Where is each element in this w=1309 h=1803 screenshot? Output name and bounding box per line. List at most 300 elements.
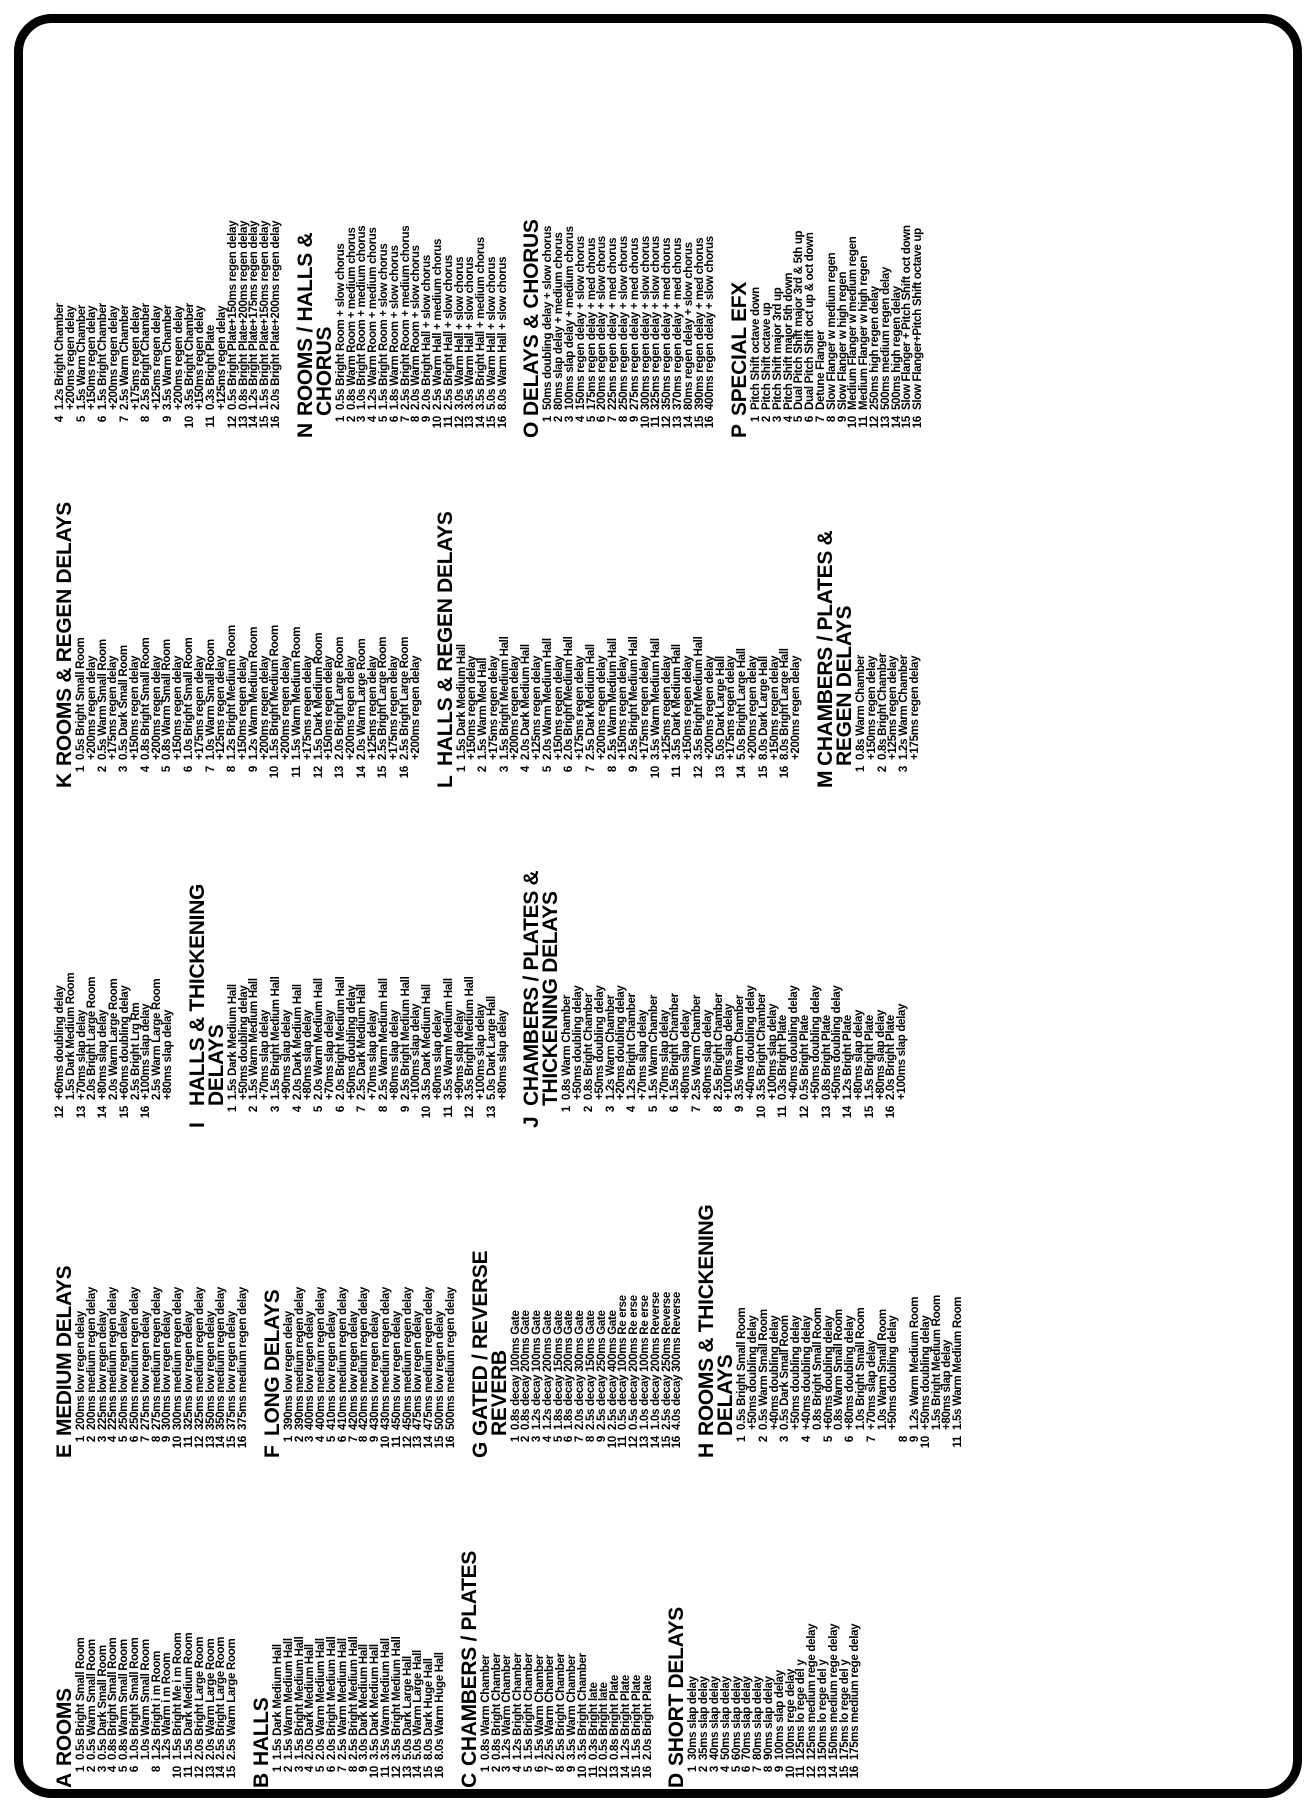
preset-name: 1.5s Dark Medium Hall [455,644,468,760]
preset-name: 0.5s Bright late [598,1682,611,1760]
preset-number: 4 [626,1106,639,1113]
preset-number: 7 [752,1766,765,1773]
preset-number: 11 [952,1436,965,1448]
preset-number: 15 [433,1436,446,1449]
preset-name: +70ms slap delay [75,1009,88,1100]
preset-column [55,1498,875,1788]
preset-name: +125ms regen delay [366,655,379,760]
preset-row [829,1498,840,1788]
preset-row [813,1168,824,1458]
preset-name: 1.5s Bright Me i m Room [172,1632,185,1760]
preset-number: 5 [552,1436,565,1443]
preset-name: 0.8s Warm Chamber [855,654,867,760]
preset-name: 1.0s Warm Small Room [876,1309,889,1430]
preset-number: 2 [490,1766,503,1773]
preset-number: 1 [75,1766,87,1773]
preset-name: +70ms slap delay [367,1009,380,1100]
preset-number: 9 [595,1436,608,1443]
preset-name: 0.5s decay 100ms Re erse [617,1295,630,1430]
preset-name: +150ms regen delay [236,655,249,760]
preset-number: 3 [501,1766,514,1773]
preset-name: +80ms slap delay [680,1009,693,1100]
preset-row [228,838,239,1128]
preset-number: 2 [520,1436,533,1443]
preset-number: 13 [879,416,892,429]
preset-number: 4 [54,416,66,423]
preset-number [660,1100,671,1128]
preset-name: 1.5s Dark Medium Room [182,1632,195,1760]
preset-name: 2.0s Warm Large Room [204,1638,217,1760]
preset-number: 11 [182,1436,195,1448]
preset-row [435,1498,446,1788]
preset-number: 12 [806,1766,819,1779]
preset-number: 3 [498,766,511,773]
bank-section [522,838,908,1128]
preset-name: 400ms low regen delay [304,1311,317,1430]
preset-number: 2 [698,1766,711,1773]
preset-name: 60ms slap delay [730,1676,743,1760]
preset-number: 16 [912,416,925,429]
preset-name: 2.5s Warm Chamber [691,994,704,1100]
preset-name: 0.5s Bright Plate+150ms regen delay [226,220,239,410]
preset-name: +90ms slap delay [453,1009,466,1100]
preset-number: 15 [118,1106,131,1119]
preset-name: 4.0s decay 300ms Reverse [671,1292,684,1430]
preset-name: 375ms low regen delay [226,1311,239,1430]
preset-name: +80ms slap delay [97,1009,110,1100]
preset-number: 4 [574,416,587,423]
preset-number [791,1430,802,1458]
bank-title: ROOMS [53,1688,76,1766]
preset-name: +40ms doubling delay [768,1315,781,1430]
preset-number: 3 [564,416,577,423]
preset-number [411,760,422,788]
preset-name: 3.0s Dark Medium Hall [358,1644,371,1760]
preset-number: 3 [96,1766,109,1773]
preset-name: +150ms regen delay [172,655,185,760]
preset-number: 5 [822,1436,835,1443]
preset-name: 500ms high regen delay [890,286,903,410]
preset-row [227,1498,238,1788]
preset-row [498,838,509,1128]
preset-name: 1.5s Bright Medium Hall [269,976,282,1100]
preset-row [672,1168,683,1458]
preset-row [811,838,822,1128]
preset-number: 7 [347,1436,360,1443]
preset-number: 10 [755,1106,768,1119]
preset-number: 5 [730,1766,743,1773]
preset-number: 10 [639,416,652,429]
preset-number: 10 [576,1766,589,1779]
preset-number: 4 [304,1766,317,1773]
preset-name: +20ms doubling delay [615,985,628,1100]
preset-row [643,1498,654,1788]
bank-section [433,498,803,788]
preset-row [390,148,401,438]
preset-name: 325ms regen delay + slow chorus [650,236,663,410]
preset-number: 3 [356,416,369,423]
preset-number: 11 [671,766,684,778]
preset-name: 100ms rege delay [784,1668,797,1760]
bank-section [260,1168,457,1458]
preset-number: 6 [325,1766,338,1773]
preset-row [163,838,174,1128]
preset-number: 7 [356,1106,369,1113]
preset-number: 6 [741,1766,754,1773]
preset-name: 2.5s Bright Chamber [712,993,725,1100]
preset-name: 2.5s Dark Medium Hall [585,644,598,760]
preset-name: 3.5s Warm Chamber [566,1654,579,1760]
preset-name: +175ms regen delay [193,655,206,760]
preset-number: 10 [606,1436,619,1449]
preset-name: Detune Flanger [815,330,828,410]
preset-name: +80ms slap delay [161,1009,174,1100]
preset-name: 0.5s Bright Small Room [75,1637,87,1760]
preset-name: +200ms regen delay [509,655,522,760]
preset-name: 0.8s Bright Small Room [139,637,152,760]
preset-name: +100ms slap delay [140,1003,153,1100]
preset-name: 90ms slap delay [763,1676,776,1760]
preset-number: 5 [118,1436,131,1443]
preset-name: 3.5s Warm Medium Hall [442,978,455,1100]
bank-heading [260,1168,284,1458]
preset-number: 11 [182,1766,195,1778]
preset-row [921,1168,932,1458]
preset-number: 1 [736,1436,749,1443]
preset-number: 11 [205,416,218,428]
preset-name: 2.0s Dark Medium Hall [520,644,533,760]
bank-letter: E [53,1444,76,1458]
preset-name: 2.5s Bright Large Room [398,636,411,760]
preset-number: 1 [75,766,87,773]
preset-number: 10 [172,1436,185,1449]
preset-number: 12 [453,416,466,429]
preset-number: 13 [672,416,685,429]
preset-name: 0.8s Warm Chamber [561,994,574,1100]
preset-name: 3.5s Bright Chamber [183,303,196,410]
preset-name: +80ms slap delay [496,1009,509,1100]
preset-number [347,1100,358,1128]
preset-number: 4 [107,1766,120,1773]
preset-name: 1.5s Bright Plate [630,1674,643,1760]
preset-number: 6 [563,1436,576,1443]
preset-name: 1.2s Bright Chamber [626,993,639,1100]
preset-row [303,498,314,788]
preset-number: 10 [919,1436,932,1449]
preset-number [638,1100,649,1128]
preset-name: +175ms regen delay [908,655,921,760]
preset-name: 2.5s Bright Medium Hall [628,636,641,760]
preset-number: 12 [226,416,239,429]
bank-section [816,498,921,788]
preset-name: 3.5s Warm Medium Hall [649,638,662,760]
preset-name: 2.0s Dark Medium Hall [304,1644,317,1760]
preset-number: 5 [541,766,554,773]
preset-name: 225ms medium regen delay [107,1286,120,1430]
preset-number [813,1430,824,1458]
preset-name: 1.0s decay 100ms Re erse [639,1295,652,1430]
preset-name: 1.5s Warm Chamber [533,1654,546,1760]
preset-row [87,1498,98,1788]
preset-name: 1.2s Bright Chamber [54,303,66,410]
preset-row [827,148,838,438]
bank-letter: L [433,775,457,788]
preset-name: 300ms regen delay + slow chorus [639,236,652,410]
preset-name: +100ms slap delay [475,1003,488,1100]
preset-number: 5 [313,1106,326,1113]
preset-name: +50ms doubling delay [747,1315,760,1430]
preset-number: 14 [355,766,368,779]
preset-name: 1.2s decay 100ms Gate [531,1310,544,1430]
preset-name: 1.5s Warm Medium Hall [282,1638,295,1760]
preset-number: 1 [271,1766,284,1773]
preset-name: 1.0s Bright Small Room [855,1307,868,1430]
preset-number: 8 [618,416,631,423]
preset-number [239,1100,250,1128]
preset-name: 175ms lo rege del y [838,1659,851,1760]
bank-letter: I [185,1122,209,1128]
preset-name: 430ms low regen delay [369,1311,382,1430]
preset-name: 80ms slap delay [752,1676,765,1760]
preset-name: +125ms regen delay [531,655,544,760]
preset-number: 13 [609,1766,622,1779]
preset-number [131,410,142,438]
preset-row [66,838,77,1128]
preset-number [595,1100,606,1128]
preset-name: 5.0s Warm Hall + slow chorus [485,256,498,410]
preset-number: 12 [628,1436,641,1449]
preset-number: 6 [97,416,110,423]
preset-name: 2.0s Bright Large Room [193,1636,206,1760]
preset-number: 3 [304,1436,317,1443]
preset-name: 2.5s Warm Medium Hall [336,1638,349,1760]
preset-name: 2.5s Bright Hall + slow chorus [442,255,455,410]
bank-letter: B [249,1773,273,1788]
preset-number: 10 [847,416,860,429]
bank-title: HALLS & THICKENING DELAYS [185,883,228,1106]
preset-number: 6 [128,1766,141,1773]
preset-name: 500ms low regen delay [433,1311,446,1430]
preset-name: +125ms regen delay [215,655,228,760]
preset-number: 8 [825,416,838,423]
preset-number [152,1100,163,1128]
preset-row [897,838,908,1128]
preset-name: 475ms medium regen delay [423,1286,436,1430]
preset-name: +125ms regen delay [887,655,900,760]
preset-number [87,410,98,438]
preset-name: 1.8s decay 200ms Gate [563,1310,576,1430]
preset-name: 1.5s Bright Medium Hall [498,636,511,760]
preset-name: 8.0s Warm Huge Hall [433,1652,446,1760]
preset-number: 8 [150,1766,163,1773]
preset-number: 14 [736,766,749,779]
preset-name: +100ms slap delay [896,1003,909,1100]
preset-name: 1.5s Bright Room + slow chorus [377,243,390,410]
preset-name: +200ms regen delay [85,655,98,760]
preset-name: +80ms slap delay [853,1009,865,1100]
preset-name: +150ms regen delay [466,655,479,760]
preset-name: +200ms regen delay [280,655,293,760]
preset-number: 2 [85,1436,98,1443]
preset-number [173,760,184,788]
bank-title: LONG DELAYS [260,1289,284,1436]
bank-title: CHAMBERS / PLATES & THICKENING DELAYS [520,870,563,1106]
preset-column [55,1168,978,1458]
bank-heading [185,838,228,1128]
preset-name: 0.8s Bright Plate [820,1014,833,1100]
preset-number: 5 [75,416,88,423]
preset-number: 2 [345,416,358,423]
preset-name: +70ms slap delay [658,1009,671,1100]
preset-name: 1.5s Warm Med Hall [477,657,490,760]
preset-number: 12 [661,416,674,429]
preset-number: 7 [118,416,131,423]
preset-name: 2.5s decay 150ms Gate [585,1310,598,1430]
preset-name: +70ms slap delay [637,1009,650,1100]
preset-name: 410ms medium regen delay [336,1286,349,1430]
bank-letter: P [728,424,752,438]
preset-name: +150ms regen delay [323,655,336,760]
bank-section [55,1498,238,1788]
bank-title: CHAMBERS / PLATES [457,1550,481,1766]
bank-letter: K [53,773,76,788]
preset-row [174,148,185,438]
preset-number: 12 [390,1766,403,1779]
preset-name: +50ms doubling delay [345,985,358,1100]
bank-section [55,148,282,438]
preset-name: 0.5s decay 200ms Re erse [628,1295,641,1430]
preset-name: 0.8s Warm Small Room [833,1309,846,1430]
preset-number: 1 [334,416,347,423]
preset-name: 2.0s Bright Medium Hall [563,636,576,760]
preset-row [705,498,716,788]
preset-number [681,1100,692,1128]
preset-number: 14 [682,416,695,429]
preset-number: 13 [464,416,477,429]
preset-name: +175ms regen delay [574,655,587,760]
bank-heading [55,1168,74,1458]
preset-row [881,148,892,438]
preset-number: 7 [607,416,620,423]
preset-number: 9 [566,1766,579,1773]
preset-name: 1.0s Warm Small Room [139,1639,152,1760]
preset-name: +175ms regen delay [301,655,314,760]
preset-number: 15 [863,1106,876,1119]
preset-name: 80ms regen delay + slow chorus [682,242,695,410]
preset-number: 3 [779,1436,792,1443]
preset-name: 390ms regen delay + med chorus [693,237,706,410]
bank-heading [520,148,544,438]
preset-number: 2 [282,1766,295,1773]
preset-name: 250ms regen delay + slow chorus [618,236,631,410]
preset-name: 1.2s Warm Chamber [501,1654,514,1760]
preset-row [953,1168,964,1458]
preset-name: +200ms regen delay [64,305,77,410]
preset-number: 9 [358,1766,371,1773]
bank-section [185,838,509,1128]
preset-name: 0.8s Bright Plate [609,1674,622,1760]
preset-number [195,760,206,788]
preset-number: 10 [269,766,282,779]
bank-section [468,1168,684,1458]
preset-name: 0.5s Dark Small Room [118,645,131,760]
preset-name: 1.8s Warm Room + slow chorus [388,245,401,410]
preset-number: 13 [204,1436,217,1449]
preset-name: +200ms regen delay [747,655,760,760]
preset-number [303,1100,314,1128]
preset-name: 1.5s Dark Medium Hall [271,1644,284,1760]
preset-name: 2.5s Bright Large Room [215,1636,228,1760]
bank-heading [55,1498,74,1788]
preset-name: 0.8s Bright Small Room [107,1637,120,1760]
preset-number: 12 [693,766,706,779]
bank-heading [728,148,752,438]
preset-name: +125ms regen delay [660,655,673,760]
preset-name: 1.2s Bright Plate [620,1674,633,1760]
bank-letter: J [520,1116,544,1128]
preset-number [703,1100,714,1128]
preset-number: 16 [849,1766,862,1779]
preset-number [532,760,543,788]
preset-number [554,760,565,788]
bank-section [293,148,509,438]
preset-number: 8 [410,416,423,423]
preset-name: +70ms slap delay [323,1009,336,1100]
preset-name: 150ms regen delay + slow chorus [574,236,587,410]
preset-number: 4 [719,1766,732,1773]
preset-number: 9 [836,416,849,423]
preset-name: +60ms doubling delay [54,985,66,1100]
preset-number [910,760,921,788]
preset-name: 70ms slap delay [741,1676,754,1760]
preset-name: +100ms slap delay [766,1003,779,1100]
preset-number: 8 [606,766,619,773]
preset-name: 1.2s Warm Medium Room [247,626,260,760]
preset-number [888,760,899,788]
preset-name: 450ms low regen delay [390,1311,403,1430]
preset-number: 11 [442,1106,455,1118]
preset-name: 1.2s Warm i m Room [161,1652,174,1760]
preset-number: 3 [118,766,131,773]
preset-name: +100ms slap delay [410,1003,423,1100]
preset-number: 2 [85,1766,98,1773]
preset-name: 8.0s Bright Large Hall [779,648,792,760]
preset-number: 16 [496,416,509,429]
preset-number: 14 [423,1436,436,1449]
preset-number: 9 [734,1106,747,1113]
preset-row [444,148,455,438]
preset-name: 450ms medium regen delay [401,1286,414,1430]
preset-name: 3.5s Bright Chamber [576,1653,589,1760]
preset-number: 11 [777,1106,790,1118]
preset-row [87,498,98,788]
preset-name: 5.0s Bright Large Hall [736,648,749,760]
preset-name: 2.5s Warm Large Room [151,978,164,1100]
preset-number: 13 [820,1106,833,1119]
preset-name: 3.5s Dark Medium Hall [671,644,684,760]
preset-number [724,1100,735,1128]
preset-number: 13 [334,766,347,779]
preset-name: 0.3s Bright Plate [777,1014,790,1100]
preset-number: 4 [512,1766,525,1773]
preset-number: 8 [555,1766,568,1773]
preset-name: 5.0s Dark Large Hall [401,1656,414,1760]
preset-name: +150ms regen delay [86,305,99,410]
preset-number: 3 [293,1766,306,1773]
preset-number: 8 [763,1766,776,1773]
preset-number: 13 [817,1766,830,1779]
preset-number [163,1100,174,1128]
